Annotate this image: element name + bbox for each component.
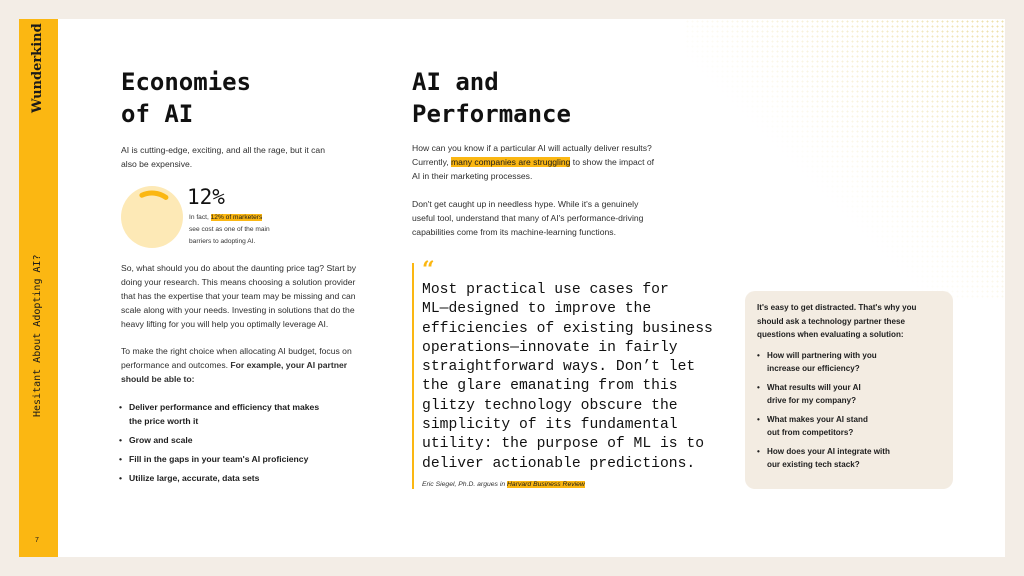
brand-logo: Wunderkind: [30, 23, 45, 113]
quote-source: Eric Siegel, Ph.D. argues in Harvard Business Review: [422, 481, 585, 488]
struggling-highlight: many companies are struggling: [451, 157, 571, 167]
list-item: • Fill in the gaps in your team's AI proficiency: [119, 452, 389, 466]
callout-intro: It's easy to get distracted. That's why you should ask a technology partner these questions when evaluating a solution:: [757, 303, 917, 339]
stat-value: 12%: [187, 185, 225, 209]
performance-heading: AI and Performance: [412, 68, 571, 128]
questions-list: [757, 349, 943, 472]
quote-bar: [412, 263, 414, 489]
partner-capabilities-list: [119, 400, 389, 490]
stat-description: In fact, 12% of marketers see cost as one of the main barriers to adopting AI.: [189, 214, 270, 245]
document-page: [19, 19, 1005, 557]
list-item: • Utilize large, accurate, data sets: [119, 471, 389, 485]
list-item: • What makes your AI stand out from competitors?: [757, 413, 943, 440]
stat-progress-arc: [121, 186, 183, 248]
list-item: • Grow and scale: [119, 433, 389, 447]
budget-paragraph: To make the right choice when allocating AI budget, focus on performance and outcomes. For example, your AI partner should be able to:: [121, 346, 352, 384]
source-highlight: Harvard Business Review: [507, 481, 585, 488]
economies-heading: Economies of AI: [121, 68, 252, 128]
list-item: • What results will your AI drive for my company?: [757, 381, 943, 408]
quote-mark-icon: “: [422, 257, 435, 283]
hype-paragraph: Don't get caught up in needless hype. While it's a genuinely useful tool, understand that many of AI's performance-driving capabilities come from its machine-learning functions.: [412, 199, 644, 237]
page-number: 7: [35, 537, 39, 544]
questions-callout: [745, 291, 953, 489]
research-paragraph: So, what should you do about the daunting price tag? Start by doing your research. This means choosing a solution provider that has the expertise that your team may be missing and can scale along with your needs. Investing in solutions that do the heavy lifting for you will help you optimally leverage AI.: [121, 263, 357, 329]
stat-highlight: 12% of marketers: [210, 214, 263, 221]
section-title: Hesitant About Adopting AI?: [32, 254, 43, 417]
list-item: • How will partnering with you increase our efficiency?: [757, 349, 943, 376]
dot-pattern-decoration: [685, 19, 1005, 299]
sidebar: [19, 19, 58, 557]
list-item: • How does your AI integrate with our existing tech stack?: [757, 445, 943, 472]
economies-intro: AI is cutting-edge, exciting, and all the rage, but it can also be expensive.: [121, 145, 325, 169]
pull-quote: Most practical use cases for ML—designed to improve the efficiencies of existing business operations—innovate in fairly straightforward ways. Don’t let the glare emanating from this glitzy technology obscure the simplicity of its fundamental utility: the purpose of ML is to deliver actionable predictions.: [422, 282, 713, 472]
list-item: • Deliver performance and efficiency that makes the price worth it: [119, 400, 389, 428]
performance-intro: How can you know if a particular AI will actually deliver results? Currently, many companies are struggling to show the impact of AI in their marketing processes.: [412, 143, 655, 181]
